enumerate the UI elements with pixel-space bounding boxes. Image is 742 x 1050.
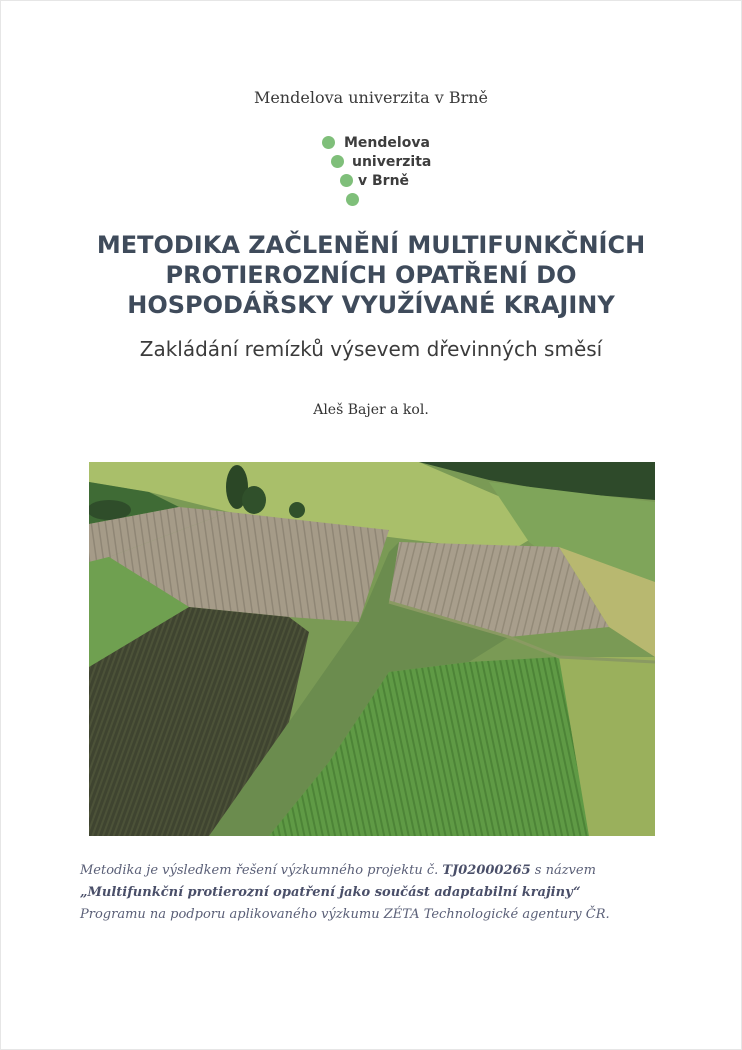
- aerial-landscape-photo: [89, 462, 655, 836]
- logo-dot-icon: [346, 193, 359, 206]
- logo-text-line1: Mendelova: [344, 135, 430, 151]
- author: Aleš Bajer a kol.: [313, 402, 429, 418]
- logo-text-line3: v Brně: [358, 173, 410, 189]
- logo-dot-icon: [331, 155, 344, 168]
- project-note-text: Metodika je výsledkem řešení výzkumného projektu č.: [80, 863, 439, 878]
- project-code: TJ02000265: [442, 863, 531, 878]
- document-subtitle: Zakládání remízků výsevem dřevinných směsí: [139, 337, 603, 361]
- project-note-line2: [80, 882, 680, 904]
- document-title: [60, 230, 682, 320]
- project-note: [80, 860, 680, 926]
- project-title: „Multifunkční protierozní opatření jako součást adaptabilní krajiny“: [80, 885, 581, 900]
- title-line: METODIKA ZAČLENĚNÍ MULTIFUNKČNÍCH: [96, 231, 646, 259]
- project-note-text: s názvem: [534, 863, 596, 878]
- university-name: Mendelova univerzita v Brně: [253, 88, 489, 107]
- project-note-line3: Programu na podporu aplikovaného výzkumu ZÉTA Technologické agentury ČR.: [80, 907, 610, 922]
- title-line: HOSPODÁŘSKY VYUŽÍVANÉ KRAJINY: [127, 291, 615, 319]
- project-note-line1: [80, 860, 680, 882]
- university-logo: [318, 130, 458, 210]
- logo-dot-icon: [322, 136, 335, 149]
- logo-dot-icon: [340, 174, 353, 187]
- title-line: PROTIEROZNÍCH OPATŘENÍ DO: [165, 261, 577, 289]
- logo-text-line2: univerzita: [352, 154, 432, 170]
